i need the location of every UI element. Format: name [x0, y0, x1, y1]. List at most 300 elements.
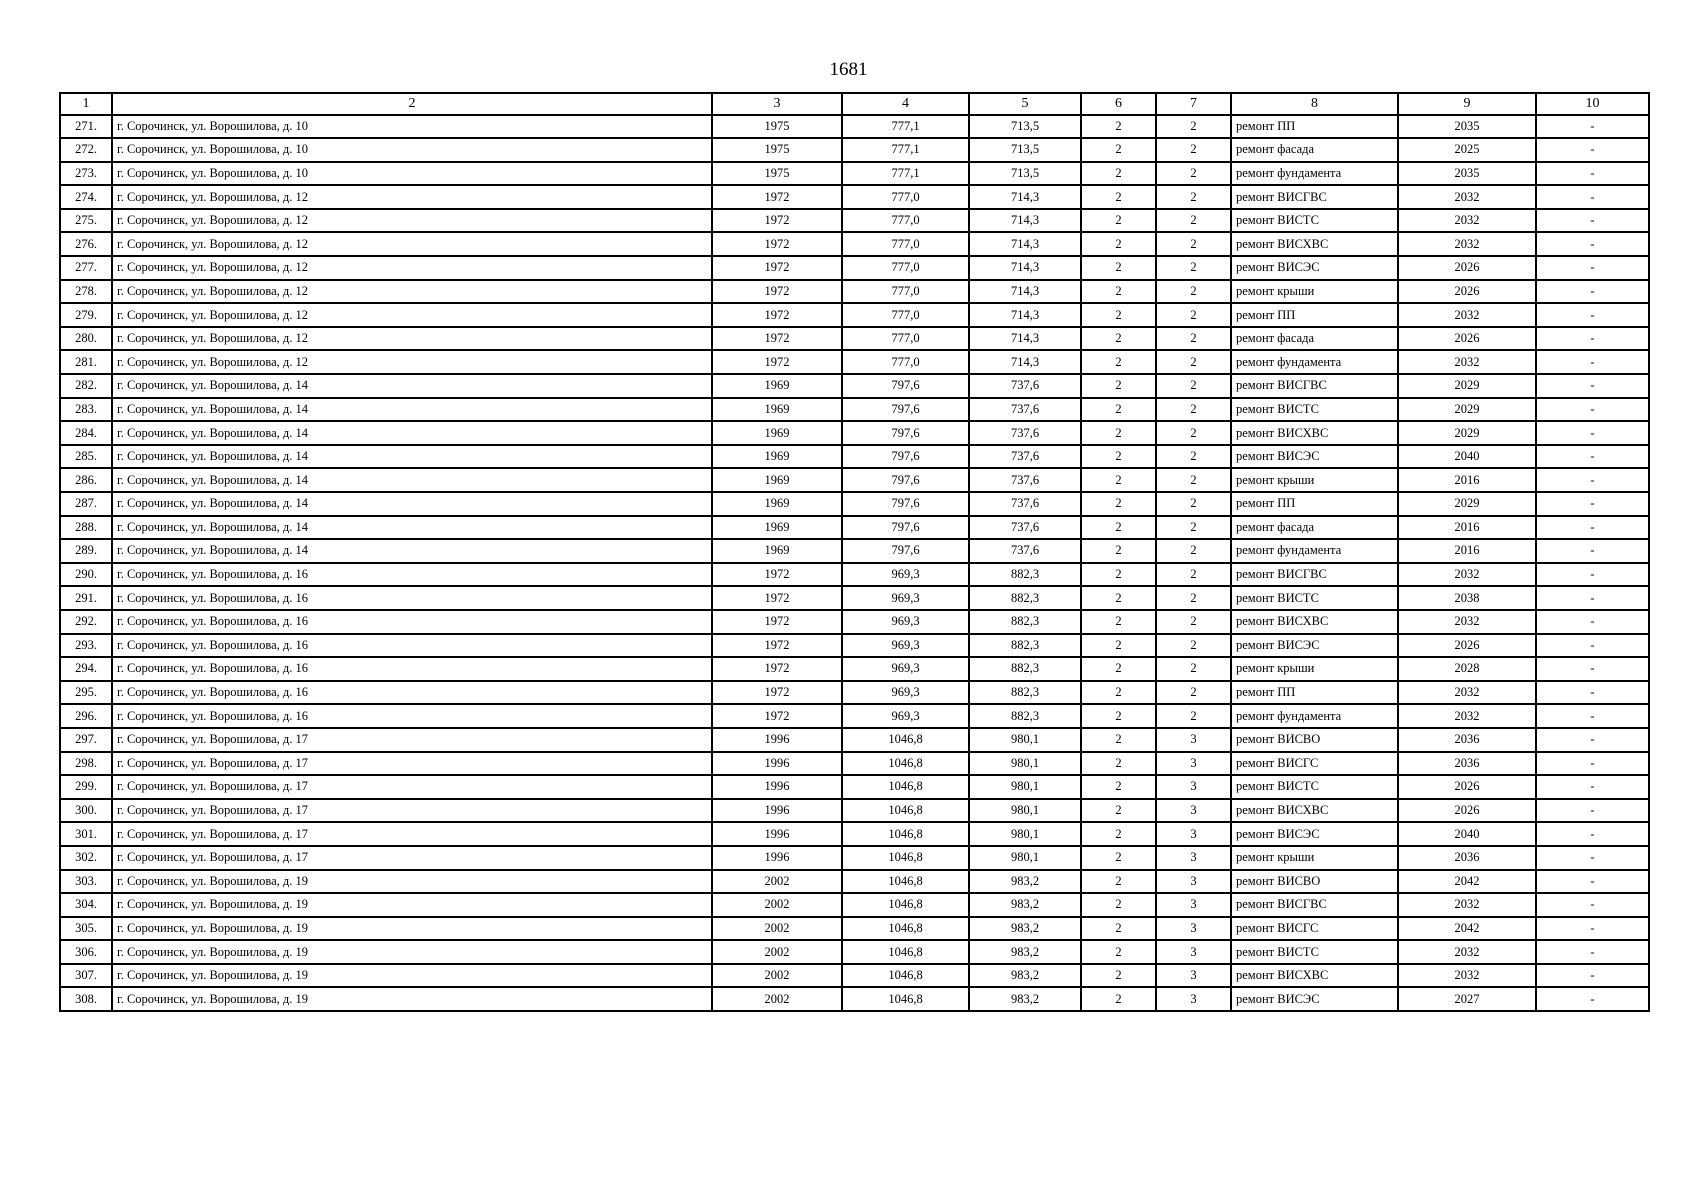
- col-work-type-cell: ремонт ВИСГС: [1231, 917, 1398, 941]
- col-entrances-cell: 3: [1156, 964, 1231, 988]
- col-number-cell: 304.: [60, 893, 112, 917]
- col-address-cell: г. Сорочинск, ул. Ворошилова, д. 12: [112, 327, 712, 351]
- col-work-type-cell: ремонт крыши: [1231, 280, 1398, 304]
- col-number-cell: 280.: [60, 327, 112, 351]
- col-total-area-cell: 797,6: [842, 374, 969, 398]
- col-year-cell: 1996: [712, 846, 842, 870]
- col-address-cell: г. Сорочинск, ул. Ворошилова, д. 19: [112, 964, 712, 988]
- col-work-type-cell: ремонт ВИСГС: [1231, 752, 1398, 776]
- table-row: [60, 563, 1649, 587]
- col-total-area-cell: 777,0: [842, 350, 969, 374]
- col-floors-cell: 2: [1081, 704, 1156, 728]
- col-floors-cell: 2: [1081, 634, 1156, 658]
- col-total-area-cell: 1046,8: [842, 870, 969, 894]
- col-total-area-cell: 969,3: [842, 586, 969, 610]
- col-floors-cell: 2: [1081, 539, 1156, 563]
- col-address-cell: г. Сорочинск, ул. Ворошилова, д. 14: [112, 539, 712, 563]
- col-planned-year-cell: 2032: [1398, 303, 1536, 327]
- col-work-type-cell: ремонт ВИСХВС: [1231, 610, 1398, 634]
- col-living-area-cell: 980,1: [969, 799, 1081, 823]
- col-entrances-cell: 3: [1156, 799, 1231, 823]
- col-note-cell: -: [1536, 563, 1649, 587]
- table-row: [60, 822, 1649, 846]
- col-work-type-cell: ремонт ПП: [1231, 492, 1398, 516]
- col-entrances-cell: 2: [1156, 539, 1231, 563]
- col-entrances-cell: 2: [1156, 657, 1231, 681]
- header-col-address: 2: [112, 93, 712, 115]
- col-planned-year-cell: 2040: [1398, 445, 1536, 469]
- table-row: [60, 421, 1649, 445]
- col-work-type-cell: ремонт фундамента: [1231, 162, 1398, 186]
- col-number-cell: 291.: [60, 586, 112, 610]
- col-floors-cell: 2: [1081, 303, 1156, 327]
- col-address-cell: г. Сорочинск, ул. Ворошилова, д. 12: [112, 280, 712, 304]
- col-entrances-cell: 3: [1156, 893, 1231, 917]
- col-floors-cell: 2: [1081, 964, 1156, 988]
- col-year-cell: 1969: [712, 398, 842, 422]
- col-year-cell: 2002: [712, 987, 842, 1011]
- col-address-cell: г. Сорочинск, ул. Ворошилова, д. 14: [112, 468, 712, 492]
- col-floors-cell: 2: [1081, 846, 1156, 870]
- col-living-area-cell: 714,3: [969, 350, 1081, 374]
- table-row: [60, 917, 1649, 941]
- col-work-type-cell: ремонт крыши: [1231, 468, 1398, 492]
- col-floors-cell: 2: [1081, 728, 1156, 752]
- col-address-cell: г. Сорочинск, ул. Ворошилова, д. 16: [112, 563, 712, 587]
- col-number-cell: 290.: [60, 563, 112, 587]
- col-work-type-cell: ремонт ВИСЭС: [1231, 822, 1398, 846]
- col-number-cell: 300.: [60, 799, 112, 823]
- col-number-cell: 305.: [60, 917, 112, 941]
- col-work-type-cell: ремонт ВИСТС: [1231, 940, 1398, 964]
- col-floors-cell: 2: [1081, 516, 1156, 540]
- col-address-cell: г. Сорочинск, ул. Ворошилова, д. 12: [112, 209, 712, 233]
- col-entrances-cell: 2: [1156, 162, 1231, 186]
- col-number-cell: 283.: [60, 398, 112, 422]
- table-row: [60, 987, 1649, 1011]
- col-living-area-cell: 713,5: [969, 138, 1081, 162]
- col-year-cell: 1969: [712, 374, 842, 398]
- col-work-type-cell: ремонт ВИСГВС: [1231, 563, 1398, 587]
- col-work-type-cell: ремонт ВИСХВС: [1231, 799, 1398, 823]
- col-floors-cell: 2: [1081, 893, 1156, 917]
- col-total-area-cell: 969,3: [842, 634, 969, 658]
- col-living-area-cell: 737,6: [969, 468, 1081, 492]
- col-total-area-cell: 1046,8: [842, 893, 969, 917]
- table-row: [60, 185, 1649, 209]
- table-row: [60, 492, 1649, 516]
- col-total-area-cell: 777,1: [842, 115, 969, 139]
- table-row: [60, 704, 1649, 728]
- col-living-area-cell: 980,1: [969, 822, 1081, 846]
- col-living-area-cell: 882,3: [969, 610, 1081, 634]
- header-col-planned-year: 9: [1398, 93, 1536, 115]
- col-floors-cell: 2: [1081, 327, 1156, 351]
- col-floors-cell: 2: [1081, 350, 1156, 374]
- table-row: [60, 138, 1649, 162]
- col-entrances-cell: 3: [1156, 822, 1231, 846]
- table-row: [60, 846, 1649, 870]
- col-planned-year-cell: 2029: [1398, 492, 1536, 516]
- col-note-cell: -: [1536, 162, 1649, 186]
- col-note-cell: -: [1536, 209, 1649, 233]
- col-floors-cell: 2: [1081, 445, 1156, 469]
- col-total-area-cell: 797,6: [842, 421, 969, 445]
- col-floors-cell: 2: [1081, 185, 1156, 209]
- col-living-area-cell: 737,6: [969, 421, 1081, 445]
- col-address-cell: г. Сорочинск, ул. Ворошилова, д. 10: [112, 162, 712, 186]
- col-number-cell: 301.: [60, 822, 112, 846]
- col-planned-year-cell: 2026: [1398, 256, 1536, 280]
- col-address-cell: г. Сорочинск, ул. Ворошилова, д. 16: [112, 610, 712, 634]
- col-living-area-cell: 737,6: [969, 374, 1081, 398]
- col-work-type-cell: ремонт ПП: [1231, 115, 1398, 139]
- col-planned-year-cell: 2032: [1398, 893, 1536, 917]
- col-year-cell: 1972: [712, 681, 842, 705]
- col-planned-year-cell: 2040: [1398, 822, 1536, 846]
- col-year-cell: 1972: [712, 232, 842, 256]
- header-col-number: 1: [60, 93, 112, 115]
- col-work-type-cell: ремонт ВИСВО: [1231, 728, 1398, 752]
- table-row: [60, 445, 1649, 469]
- col-living-area-cell: 737,6: [969, 398, 1081, 422]
- col-number-cell: 308.: [60, 987, 112, 1011]
- col-note-cell: -: [1536, 327, 1649, 351]
- col-work-type-cell: ремонт ПП: [1231, 681, 1398, 705]
- col-year-cell: 1996: [712, 799, 842, 823]
- col-living-area-cell: 714,3: [969, 327, 1081, 351]
- col-year-cell: 1996: [712, 752, 842, 776]
- col-note-cell: -: [1536, 586, 1649, 610]
- col-floors-cell: 2: [1081, 822, 1156, 846]
- col-number-cell: 286.: [60, 468, 112, 492]
- col-note-cell: -: [1536, 232, 1649, 256]
- col-living-area-cell: 983,2: [969, 917, 1081, 941]
- col-note-cell: -: [1536, 468, 1649, 492]
- col-floors-cell: 2: [1081, 468, 1156, 492]
- col-note-cell: -: [1536, 657, 1649, 681]
- col-note-cell: -: [1536, 138, 1649, 162]
- col-entrances-cell: 2: [1156, 185, 1231, 209]
- col-note-cell: -: [1536, 917, 1649, 941]
- table-row: [60, 327, 1649, 351]
- col-year-cell: 1969: [712, 539, 842, 563]
- col-total-area-cell: 777,0: [842, 232, 969, 256]
- col-total-area-cell: 969,3: [842, 563, 969, 587]
- col-total-area-cell: 969,3: [842, 610, 969, 634]
- col-entrances-cell: 2: [1156, 327, 1231, 351]
- col-entrances-cell: 3: [1156, 917, 1231, 941]
- col-note-cell: -: [1536, 822, 1649, 846]
- col-total-area-cell: 1046,8: [842, 799, 969, 823]
- col-note-cell: -: [1536, 445, 1649, 469]
- col-floors-cell: 2: [1081, 138, 1156, 162]
- col-address-cell: г. Сорочинск, ул. Ворошилова, д. 16: [112, 586, 712, 610]
- col-living-area-cell: 882,3: [969, 704, 1081, 728]
- col-number-cell: 295.: [60, 681, 112, 705]
- col-total-area-cell: 1046,8: [842, 964, 969, 988]
- col-year-cell: 1972: [712, 586, 842, 610]
- col-number-cell: 288.: [60, 516, 112, 540]
- col-number-cell: 306.: [60, 940, 112, 964]
- col-address-cell: г. Сорочинск, ул. Ворошилова, д. 14: [112, 445, 712, 469]
- col-number-cell: 303.: [60, 870, 112, 894]
- col-total-area-cell: 777,0: [842, 327, 969, 351]
- col-note-cell: -: [1536, 421, 1649, 445]
- col-year-cell: 1996: [712, 775, 842, 799]
- col-address-cell: г. Сорочинск, ул. Ворошилова, д. 14: [112, 421, 712, 445]
- col-planned-year-cell: 2035: [1398, 115, 1536, 139]
- col-entrances-cell: 2: [1156, 232, 1231, 256]
- col-entrances-cell: 2: [1156, 398, 1231, 422]
- header-col-year: 3: [712, 93, 842, 115]
- col-note-cell: -: [1536, 681, 1649, 705]
- col-living-area-cell: 882,3: [969, 563, 1081, 587]
- col-floors-cell: 2: [1081, 917, 1156, 941]
- col-entrances-cell: 2: [1156, 563, 1231, 587]
- col-work-type-cell: ремонт крыши: [1231, 846, 1398, 870]
- col-year-cell: 2002: [712, 870, 842, 894]
- col-planned-year-cell: 2035: [1398, 162, 1536, 186]
- col-entrances-cell: 2: [1156, 468, 1231, 492]
- col-planned-year-cell: 2036: [1398, 846, 1536, 870]
- col-work-type-cell: ремонт фундамента: [1231, 704, 1398, 728]
- col-total-area-cell: 969,3: [842, 657, 969, 681]
- col-number-cell: 279.: [60, 303, 112, 327]
- col-entrances-cell: 2: [1156, 280, 1231, 304]
- col-floors-cell: 2: [1081, 610, 1156, 634]
- col-total-area-cell: 797,6: [842, 445, 969, 469]
- col-work-type-cell: ремонт ВИСТС: [1231, 209, 1398, 233]
- col-total-area-cell: 1046,8: [842, 846, 969, 870]
- table-row: [60, 799, 1649, 823]
- col-floors-cell: 2: [1081, 586, 1156, 610]
- col-number-cell: 273.: [60, 162, 112, 186]
- col-living-area-cell: 980,1: [969, 728, 1081, 752]
- table-row: [60, 256, 1649, 280]
- col-floors-cell: 2: [1081, 115, 1156, 139]
- table-row: [60, 374, 1649, 398]
- col-number-cell: 274.: [60, 185, 112, 209]
- col-planned-year-cell: 2028: [1398, 657, 1536, 681]
- col-planned-year-cell: 2032: [1398, 940, 1536, 964]
- col-number-cell: 271.: [60, 115, 112, 139]
- col-planned-year-cell: 2016: [1398, 468, 1536, 492]
- table-row: [60, 350, 1649, 374]
- col-floors-cell: 2: [1081, 162, 1156, 186]
- col-address-cell: г. Сорочинск, ул. Ворошилова, д. 19: [112, 917, 712, 941]
- col-total-area-cell: 777,0: [842, 185, 969, 209]
- col-year-cell: 1975: [712, 162, 842, 186]
- col-number-cell: 275.: [60, 209, 112, 233]
- table-row: [60, 468, 1649, 492]
- col-year-cell: 1972: [712, 303, 842, 327]
- col-number-cell: 294.: [60, 657, 112, 681]
- col-total-area-cell: 797,6: [842, 468, 969, 492]
- col-planned-year-cell: 2032: [1398, 350, 1536, 374]
- col-address-cell: г. Сорочинск, ул. Ворошилова, д. 16: [112, 681, 712, 705]
- col-planned-year-cell: 2042: [1398, 917, 1536, 941]
- col-address-cell: г. Сорочинск, ул. Ворошилова, д. 17: [112, 846, 712, 870]
- col-work-type-cell: ремонт ВИСТС: [1231, 398, 1398, 422]
- col-entrances-cell: 2: [1156, 516, 1231, 540]
- header-col-living-area: 5: [969, 93, 1081, 115]
- col-living-area-cell: 983,2: [969, 964, 1081, 988]
- col-entrances-cell: 3: [1156, 752, 1231, 776]
- col-entrances-cell: 2: [1156, 138, 1231, 162]
- col-note-cell: -: [1536, 728, 1649, 752]
- table-header-row: [60, 93, 1649, 115]
- col-total-area-cell: 777,1: [842, 138, 969, 162]
- col-living-area-cell: 713,5: [969, 162, 1081, 186]
- col-planned-year-cell: 2032: [1398, 681, 1536, 705]
- col-planned-year-cell: 2029: [1398, 398, 1536, 422]
- col-address-cell: г. Сорочинск, ул. Ворошилова, д. 16: [112, 634, 712, 658]
- col-work-type-cell: ремонт ВИСЭС: [1231, 634, 1398, 658]
- col-living-area-cell: 983,2: [969, 893, 1081, 917]
- col-living-area-cell: 980,1: [969, 752, 1081, 776]
- col-address-cell: г. Сорочинск, ул. Ворошилова, д. 12: [112, 303, 712, 327]
- col-address-cell: г. Сорочинск, ул. Ворошилова, д. 14: [112, 516, 712, 540]
- col-address-cell: г. Сорочинск, ул. Ворошилова, д. 17: [112, 799, 712, 823]
- col-year-cell: 2002: [712, 940, 842, 964]
- col-floors-cell: 2: [1081, 492, 1156, 516]
- col-floors-cell: 2: [1081, 563, 1156, 587]
- col-note-cell: -: [1536, 940, 1649, 964]
- col-total-area-cell: 777,1: [842, 162, 969, 186]
- page-number: 1681: [829, 59, 868, 80]
- col-living-area-cell: 983,2: [969, 987, 1081, 1011]
- col-floors-cell: 2: [1081, 987, 1156, 1011]
- table-row: [60, 162, 1649, 186]
- col-living-area-cell: 882,3: [969, 657, 1081, 681]
- col-planned-year-cell: 2016: [1398, 539, 1536, 563]
- col-work-type-cell: ремонт фасада: [1231, 516, 1398, 540]
- col-note-cell: -: [1536, 350, 1649, 374]
- col-planned-year-cell: 2036: [1398, 728, 1536, 752]
- col-work-type-cell: ремонт ВИСГВС: [1231, 185, 1398, 209]
- table-row: [60, 775, 1649, 799]
- col-entrances-cell: 3: [1156, 987, 1231, 1011]
- col-total-area-cell: 1046,8: [842, 752, 969, 776]
- col-address-cell: г. Сорочинск, ул. Ворошилова, д. 14: [112, 492, 712, 516]
- col-planned-year-cell: 2026: [1398, 775, 1536, 799]
- col-address-cell: г. Сорочинск, ул. Ворошилова, д. 19: [112, 940, 712, 964]
- col-address-cell: г. Сорочинск, ул. Ворошилова, д. 17: [112, 728, 712, 752]
- col-work-type-cell: ремонт ВИСТС: [1231, 775, 1398, 799]
- header-col-total-area: 4: [842, 93, 969, 115]
- col-note-cell: -: [1536, 256, 1649, 280]
- col-address-cell: г. Сорочинск, ул. Ворошилова, д. 19: [112, 987, 712, 1011]
- table-row: [60, 303, 1649, 327]
- table-row: [60, 964, 1649, 988]
- col-entrances-cell: 3: [1156, 846, 1231, 870]
- header-col-floors: 6: [1081, 93, 1156, 115]
- col-note-cell: -: [1536, 870, 1649, 894]
- col-entrances-cell: 3: [1156, 728, 1231, 752]
- col-number-cell: 289.: [60, 539, 112, 563]
- table-row: [60, 752, 1649, 776]
- col-total-area-cell: 1046,8: [842, 987, 969, 1011]
- col-living-area-cell: 737,6: [969, 492, 1081, 516]
- col-number-cell: 292.: [60, 610, 112, 634]
- col-floors-cell: 2: [1081, 799, 1156, 823]
- table-row: [60, 115, 1649, 139]
- col-entrances-cell: 2: [1156, 634, 1231, 658]
- col-total-area-cell: 1046,8: [842, 917, 969, 941]
- table-row: [60, 610, 1649, 634]
- col-entrances-cell: 2: [1156, 209, 1231, 233]
- col-total-area-cell: 797,6: [842, 516, 969, 540]
- col-living-area-cell: 714,3: [969, 256, 1081, 280]
- col-year-cell: 1969: [712, 492, 842, 516]
- col-note-cell: -: [1536, 280, 1649, 304]
- col-entrances-cell: 2: [1156, 492, 1231, 516]
- table-row: [60, 539, 1649, 563]
- col-note-cell: -: [1536, 846, 1649, 870]
- col-work-type-cell: ремонт ВИСТС: [1231, 586, 1398, 610]
- col-entrances-cell: 2: [1156, 681, 1231, 705]
- col-address-cell: г. Сорочинск, ул. Ворошилова, д. 17: [112, 752, 712, 776]
- col-address-cell: г. Сорочинск, ул. Ворошилова, д. 10: [112, 138, 712, 162]
- col-number-cell: 284.: [60, 421, 112, 445]
- col-number-cell: 296.: [60, 704, 112, 728]
- col-planned-year-cell: 2036: [1398, 752, 1536, 776]
- table-row: [60, 657, 1649, 681]
- col-total-area-cell: 797,6: [842, 539, 969, 563]
- col-entrances-cell: 2: [1156, 350, 1231, 374]
- col-address-cell: г. Сорочинск, ул. Ворошилова, д. 16: [112, 657, 712, 681]
- col-planned-year-cell: 2032: [1398, 232, 1536, 256]
- col-work-type-cell: ремонт ПП: [1231, 303, 1398, 327]
- col-entrances-cell: 2: [1156, 115, 1231, 139]
- col-living-area-cell: 714,3: [969, 209, 1081, 233]
- col-year-cell: 1996: [712, 728, 842, 752]
- col-note-cell: -: [1536, 752, 1649, 776]
- col-year-cell: 1972: [712, 209, 842, 233]
- col-address-cell: г. Сорочинск, ул. Ворошилова, д. 14: [112, 398, 712, 422]
- col-note-cell: -: [1536, 398, 1649, 422]
- col-total-area-cell: 797,6: [842, 398, 969, 422]
- table-body: [60, 115, 1649, 1012]
- col-number-cell: 277.: [60, 256, 112, 280]
- col-note-cell: -: [1536, 492, 1649, 516]
- col-living-area-cell: 714,3: [969, 280, 1081, 304]
- col-year-cell: 1969: [712, 516, 842, 540]
- col-work-type-cell: ремонт ВИСГВС: [1231, 893, 1398, 917]
- col-address-cell: г. Сорочинск, ул. Ворошилова, д. 17: [112, 775, 712, 799]
- col-number-cell: 299.: [60, 775, 112, 799]
- col-living-area-cell: 714,3: [969, 303, 1081, 327]
- col-year-cell: 1972: [712, 327, 842, 351]
- col-number-cell: 287.: [60, 492, 112, 516]
- col-address-cell: г. Сорочинск, ул. Ворошилова, д. 12: [112, 232, 712, 256]
- col-note-cell: -: [1536, 987, 1649, 1011]
- table-row: [60, 209, 1649, 233]
- col-floors-cell: 2: [1081, 209, 1156, 233]
- header-col-note: 10: [1536, 93, 1649, 115]
- col-floors-cell: 2: [1081, 232, 1156, 256]
- col-floors-cell: 2: [1081, 752, 1156, 776]
- header-col-entrances: 7: [1156, 93, 1231, 115]
- col-planned-year-cell: 2026: [1398, 327, 1536, 351]
- col-living-area-cell: 713,5: [969, 115, 1081, 139]
- col-work-type-cell: ремонт ВИСЭС: [1231, 256, 1398, 280]
- col-number-cell: 297.: [60, 728, 112, 752]
- col-year-cell: 1969: [712, 421, 842, 445]
- col-entrances-cell: 2: [1156, 445, 1231, 469]
- col-total-area-cell: 797,6: [842, 492, 969, 516]
